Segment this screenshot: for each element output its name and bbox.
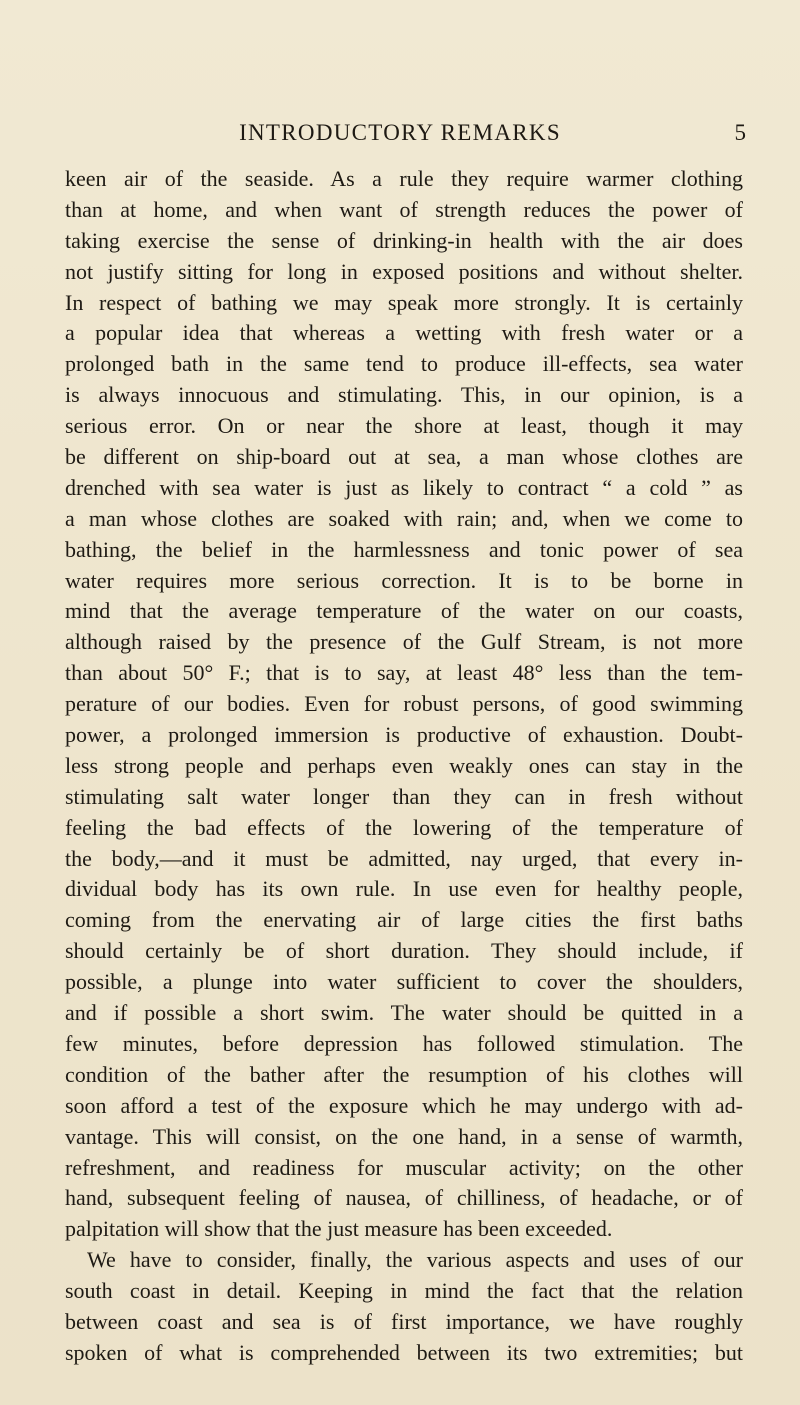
- text-line: coming from the enervating air of large cities the first baths: [65, 907, 743, 933]
- text-line: although raised by the presence of the Gulf Stream, is not more: [65, 629, 743, 655]
- text-line: possible, a plunge into water sufficient to cover the shoulders,: [65, 969, 743, 995]
- text-line: serious error. On or near the shore at least, though it may: [65, 413, 743, 439]
- text-line: In respect of bathing we may speak more strongly. It is certainly: [65, 289, 743, 315]
- text-line: condition of the bather after the resumption of his clothes will: [65, 1061, 743, 1087]
- running-title: INTRODUCTORY REMARKS: [239, 120, 561, 145]
- text-line: soon afford a test of the exposure which he may undergo with ad-: [65, 1092, 743, 1118]
- text-line: prolonged bath in the same tend to produce ill-effects, sea water: [65, 351, 743, 377]
- text-line: a popular idea that whereas a wetting with fresh water or a: [65, 320, 743, 346]
- text-line: perature of our bodies. Even for robust persons, of good swimming: [65, 691, 743, 717]
- text-line: should certainly be of short duration. They should include, if: [65, 938, 743, 964]
- text-line: stimulating salt water longer than they can in fresh without: [65, 783, 743, 809]
- text-line: power, a prolonged immersion is productive of exhaustion. Doubt-: [65, 722, 743, 748]
- text-line: than at home, and when want of strength reduces the power of: [65, 196, 743, 222]
- text-line: feeling the bad effects of the lowering of the temperature of: [65, 814, 743, 840]
- text-line: vantage. This will consist, on the one hand, in a sense of warmth,: [65, 1123, 743, 1149]
- text-line: mind that the average temperature of the water on our coasts,: [65, 598, 743, 624]
- text-line: than about 50° F.; that is to say, at least 48° less than the tem-: [65, 660, 743, 686]
- text-line: hand, subsequent feeling of nausea, of chilliness, of headache, or of: [65, 1185, 743, 1211]
- text-line: drenched with sea water is just as likely to contract “ a cold ” as: [65, 474, 743, 500]
- text-line: a man whose clothes are soaked with rain; and, when we come to: [65, 505, 743, 531]
- text-line: south coast in detail. Keeping in mind the fact that the relation: [65, 1278, 743, 1304]
- text-line: water requires more serious correction. It is to be borne in: [65, 567, 743, 593]
- text-line: be different on ship-board out at sea, a man whose clothes are: [65, 444, 743, 470]
- text-line: bathing, the belief in the harmlessness and tonic power of sea: [65, 536, 743, 562]
- page-header: [0, 116, 800, 150]
- text-line: dividual body has its own rule. In use even for healthy people,: [65, 876, 743, 902]
- text-line: refreshment, and readiness for muscular activity; on the other: [65, 1154, 743, 1180]
- text-line: less strong people and perhaps even weakly ones can stay in the: [65, 752, 743, 778]
- text-line: We have to consider, finally, the various aspects and uses of our: [87, 1247, 743, 1273]
- page-number: 5: [734, 120, 746, 145]
- text-line: the body,—and it must be admitted, nay urged, that every in-: [65, 845, 743, 871]
- text-line: spoken of what is comprehended between its two extremities; but: [65, 1339, 743, 1365]
- text-line: keen air of the seaside. As a rule they require warmer clothing: [65, 166, 743, 191]
- text-line: between coast and sea is of first importance, we have roughly: [65, 1308, 743, 1334]
- text-line: and if possible a short swim. The water should be quitted in a: [65, 1000, 743, 1026]
- text-line: palpitation will show that the just measure has been exceeded.: [65, 1216, 613, 1242]
- body-text: [65, 164, 743, 1369]
- text-line: not justify sitting for long in exposed positions and without shelter.: [65, 258, 743, 284]
- text-line: few minutes, before depression has followed stimulation. The: [65, 1030, 743, 1056]
- text-line: taking exercise the sense of drinking-in health with the air does: [65, 227, 743, 253]
- text-line: is always innocuous and stimulating. This, in our opinion, is a: [65, 382, 743, 408]
